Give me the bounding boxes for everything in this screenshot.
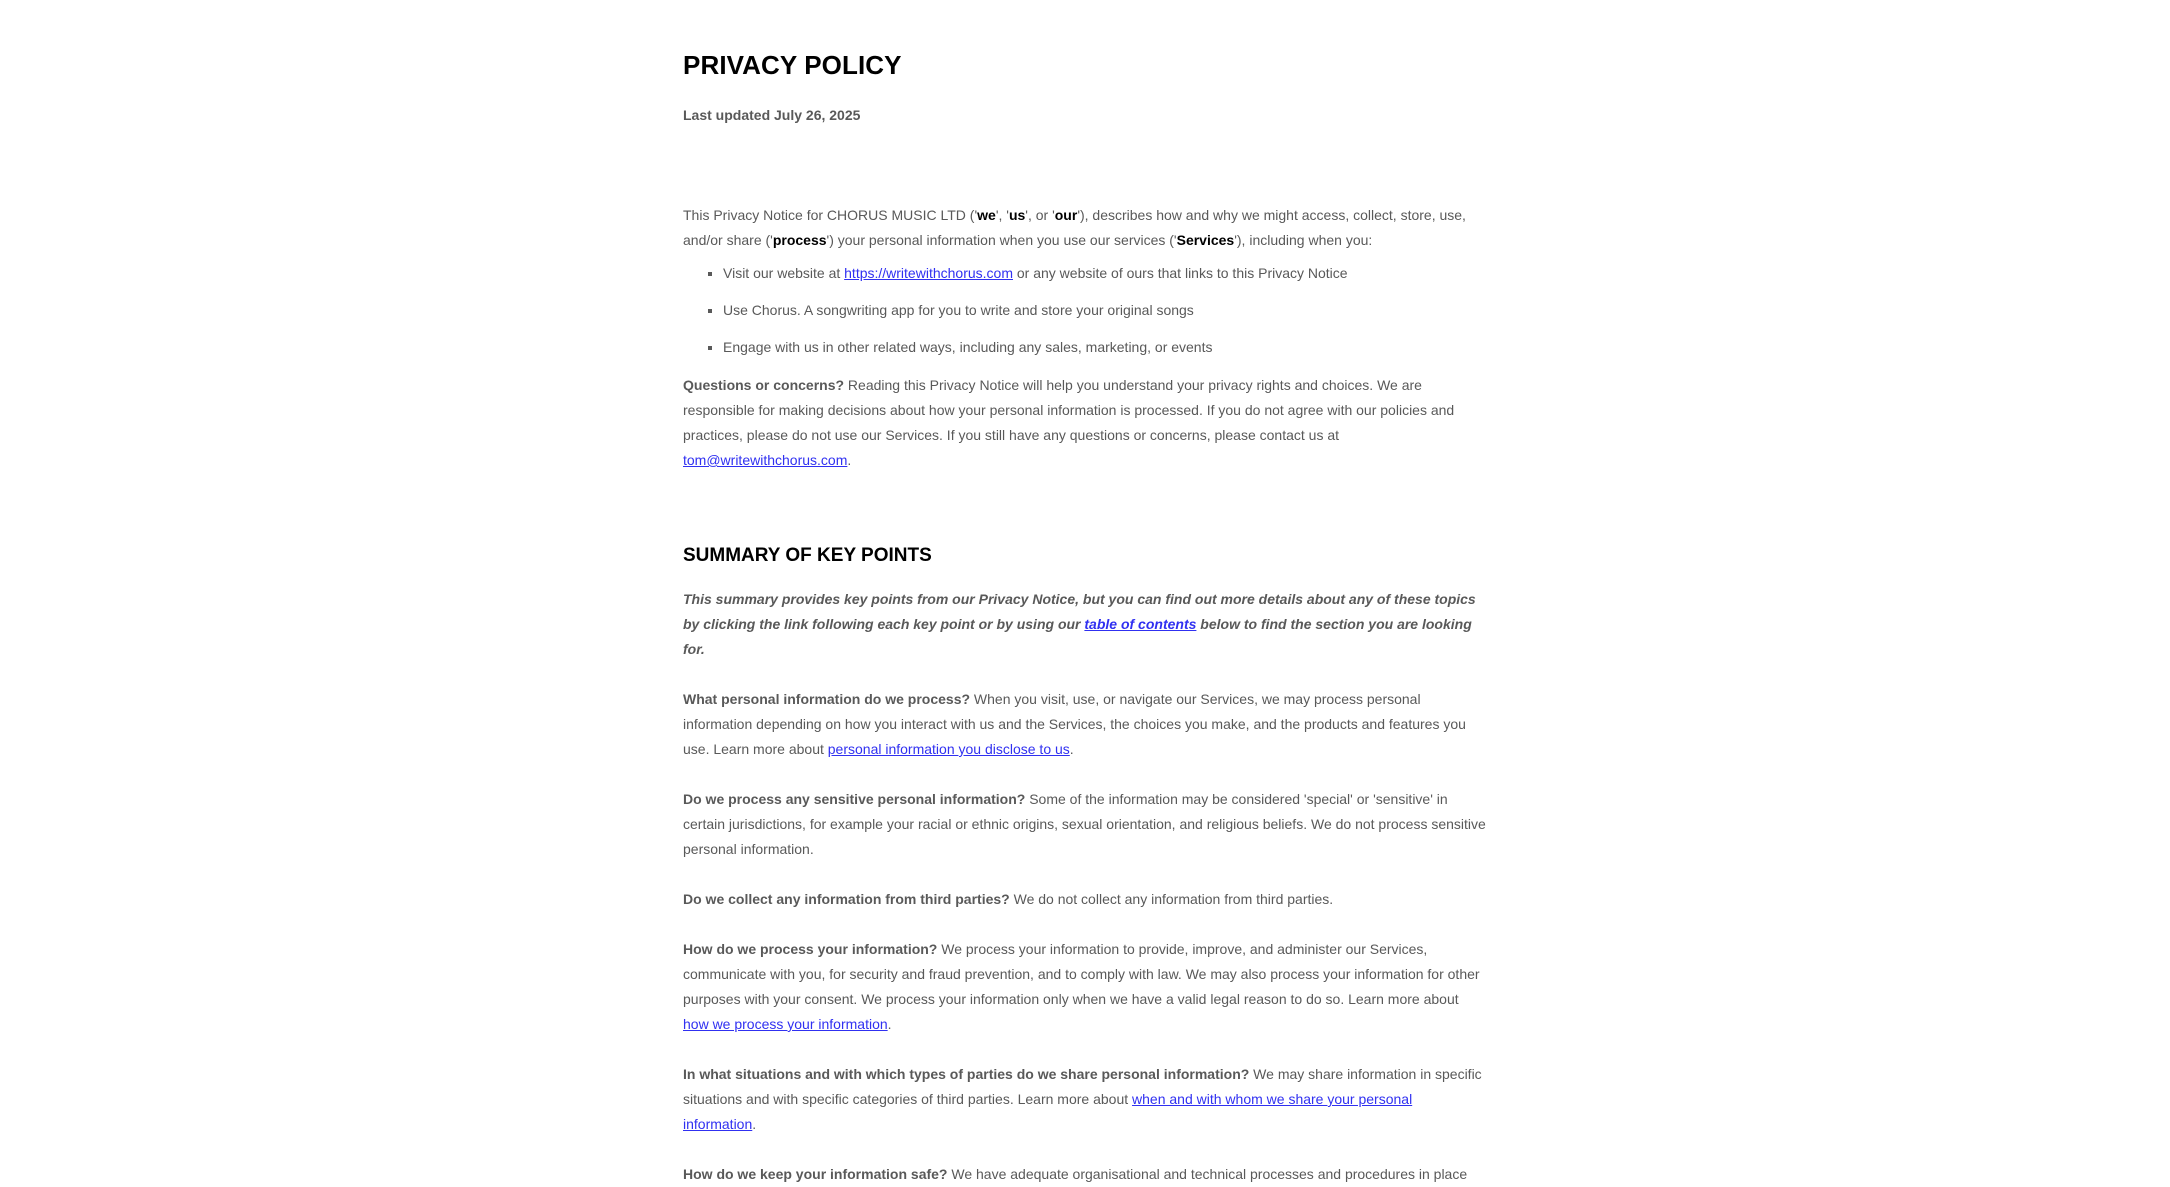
list-item: ▪ Engage with us in other related ways, including any sales, marketing, or events bbox=[723, 335, 1488, 372]
key-point-personal-info: What personal information do we process? When you visit, use, or navigate our Services, we may process personal information depending on how you interact with us and the Services, the choices you make, and the products and features you use. Learn more about personal information you disclose to us. bbox=[683, 691, 1466, 757]
website-link[interactable]: https://writewithchorus.com bbox=[844, 265, 1013, 281]
contact-email-link[interactable]: tom@writewithchorus.com bbox=[683, 452, 848, 468]
summary-heading: SUMMARY OF KEY POINTS bbox=[683, 545, 932, 566]
summary-intro: This summary provides key points from our Privacy Notice, but you can find out more details about any of these topics by clicking the link following each key point or by using our table of contents below to find the section you are looking for. bbox=[683, 591, 1476, 657]
questions-paragraph: Questions or concerns? Reading this Privacy Notice will help you understand your privacy rights and choices. We are responsible for making decisions about how your personal information is processed. If you do not agree with our policies and practices, please do not use our Services. If you still have any questions or concerns, please contact us at tom@writewithchorus.com. bbox=[683, 377, 1455, 468]
sharing-link[interactable]: when and with whom we share your personal information bbox=[683, 1091, 1413, 1132]
table-of-contents-link[interactable]: table of contents bbox=[1084, 616, 1197, 632]
how-we-process-link[interactable]: how we process your information bbox=[683, 1016, 888, 1032]
personal-info-link[interactable]: personal information you disclose to us bbox=[827, 741, 1070, 757]
intro-section bbox=[683, 203, 1488, 473]
key-point-safety: How do we keep your information safe? We have adequate organisational and technical processes and procedures in place bbox=[683, 1166, 1468, 1182]
summary-section bbox=[683, 587, 1488, 1187]
list-item: ▪ Use Chorus. A songwriting app for you to write and store your original songs bbox=[723, 298, 1488, 335]
last-updated-date: Last updated July 26, 2025 bbox=[683, 107, 861, 123]
usage-list bbox=[683, 261, 1488, 372]
list-item: ▪ Visit our website at https://writewithchorus.com or any website of ours that links to this Privacy Notice bbox=[723, 261, 1488, 298]
page-title: PRIVACY POLICY bbox=[683, 50, 902, 80]
intro-paragraph: This Privacy Notice for CHORUS MUSIC LTD ('we', 'us', or 'our'), describes how and why we might access, collect, store, use, and/or share ('process') your personal information when you use our services ('Services'), including when you: bbox=[683, 207, 1466, 248]
key-point-processing: How do we process your information? We process your information to provide, improve, and administer our Services, communicate with you, for security and fraud prevention, and to comply with law. We may also process your information for other purposes with your consent. We process your information only when we have a valid legal reason to do so. Learn more about how we process your information. bbox=[683, 941, 1480, 1032]
key-point-third-parties: Do we collect any information from third parties? We do not collect any information from third parties. bbox=[683, 891, 1334, 907]
key-point-sensitive-info: Do we process any sensitive personal information? Some of the information may be considered 'special' or 'sensitive' in certain jurisdictions, for example your racial or ethnic origins, sexual orientation, and religious beliefs. We do not process sensitive personal information. bbox=[683, 791, 1486, 857]
key-point-sharing: In what situations and with which types of parties do we share personal information? We may share information in specific situations and with specific categories of third parties. Learn more about when and with whom we share your personal information. bbox=[683, 1066, 1482, 1132]
